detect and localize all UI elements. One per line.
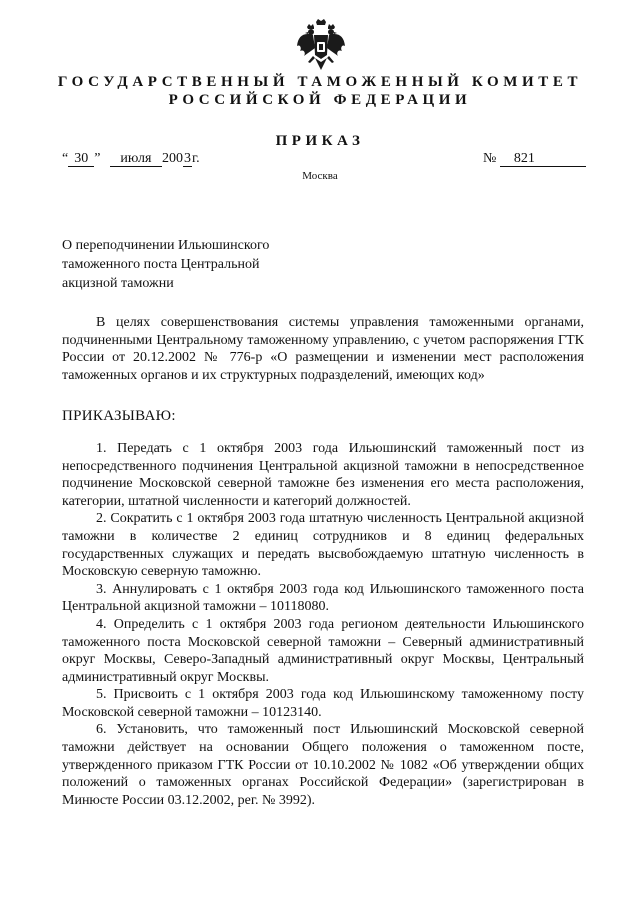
order-item: 3. Аннулировать с 1 октября 2003 года код Ильюшинского таможенного поста Центральной акцизной таможни – 10118080. <box>62 581 584 615</box>
document-date <box>62 151 200 167</box>
order-item: 6. Установить, что таможенный пост Ильюшинский Московской северной таможни действует на основании Общего положения о таможенном посте, утвержденного приказом ГТК России от 10.10.2002 № 1082 «Об утверждении общих положений о таможенных органах Российской Федерации» (зарегистрирован в Минюсте России 03.12.2002, рег. № 3992). <box>62 722 584 808</box>
order-item: 4. Определить с 1 октября 2003 года регионом деятельности Ильюшинского таможенного поста Московской северной таможни – Северный административный округ Москвы, Северо-Западный административный округ Москвы, Центральный административный округ Москвы. <box>62 616 584 685</box>
double-headed-eagle-emblem-icon <box>296 18 346 72</box>
number-label: № <box>483 151 497 166</box>
org-name-line2: РОССИЙСКОЙ ФЕДЕРАЦИИ <box>168 92 472 108</box>
document-subject: О переподчинении Ильюшинского таможенного поста Центральной акцизной таможни <box>62 238 270 291</box>
order-word: ПРИКАЗЫВАЮ: <box>62 408 176 425</box>
preamble-paragraph: В целях совершенствования системы управления таможенными органами, подчиненными Центральному таможенному управлению, с учетом распоряжения ГТК России от 20.12.2002 № 776-р «О размещении и изменении мест расположения таможенных органов и их структурных подразделений, имеющих код» <box>62 315 584 383</box>
org-name-line1: ГОСУДАРСТВЕННЫЙ ТАМОЖЕННЫЙ КОМИТЕТ <box>57 74 583 90</box>
order-item: 2. Сократить с 1 октября 2003 года штатную численность Центральной акцизной таможни в количестве 2 единиц сотрудников и 8 единиц федеральных государственных служащих и передать высвобождаемую штатную численность в Московскую северную таможню. <box>62 511 584 580</box>
quote-close: ” <box>94 151 101 166</box>
order-item: 1. Передать с 1 октября 2003 года Ильюшинский таможенный пост из непосредственного подчинения Центральной акцизной таможни в непосредственное подчинение Московской северной таможне без изменения его места расположения, категории, штатной численности и категорий должностей. <box>62 440 584 509</box>
date-year-prefix: 200 <box>161 151 183 166</box>
date-day: 30 <box>68 152 94 167</box>
document-city: Москва <box>302 170 338 182</box>
number-value: 821 <box>500 152 586 167</box>
order-item: 5. Присвоить с 1 октября 2003 года код Ильюшинскому таможенному посту Московской северной таможни – 10123140. <box>62 687 584 720</box>
quote-open: “ <box>62 151 69 166</box>
document-number <box>483 151 586 167</box>
document-title: ПРИКАЗ <box>275 133 365 149</box>
date-year-suffix: г. <box>191 151 200 166</box>
document-body <box>62 314 584 809</box>
date-month: июля <box>110 152 162 167</box>
date-year-digit: 3 <box>183 151 191 166</box>
